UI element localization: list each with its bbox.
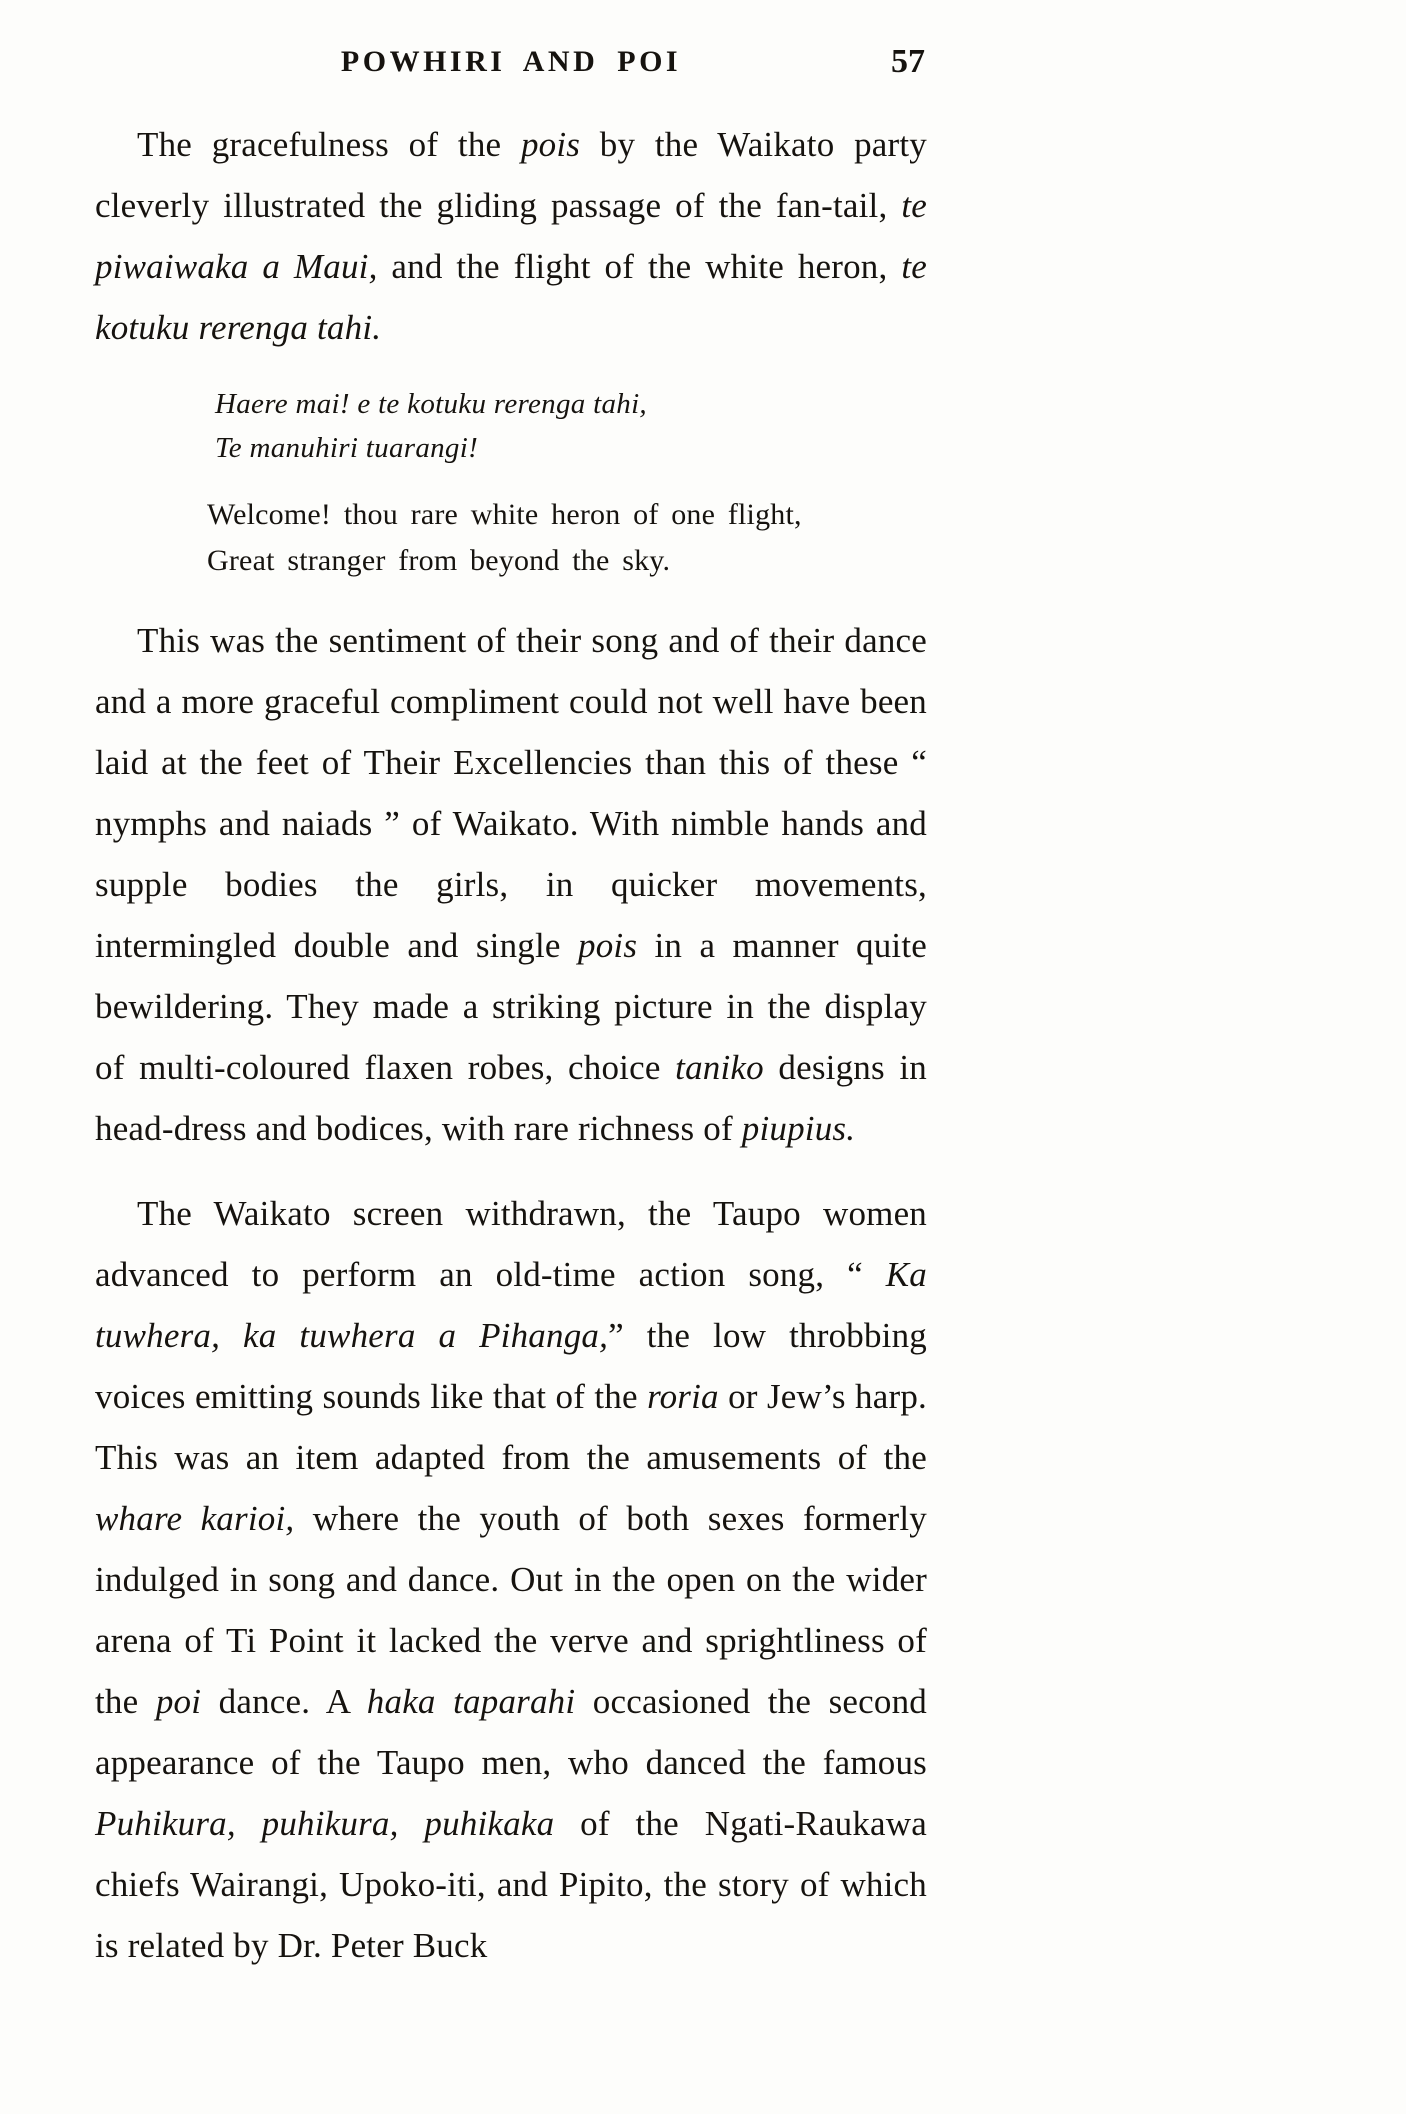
text-column [95,40,927,2000]
page-number: 57 [891,43,925,80]
verse-line-1: Haere mai! e te kotuku rerenga tahi, [215,388,647,420]
paragraph-1: The gracefulness of the pois by the Waikato party cleverly illustrated the gliding passage of the fan-tail, te piwaiwaka a Maui, and the flight of the white heron, te kotuku rerenga tahi. [95,125,928,347]
paragraph-3: The Waikato screen withdrawn, the Taupo women advanced to perform an old-time action song, “ Ka tuwhera, ka tuwhera a Pihanga,” the low throbbing voices emitting sounds like that of the roria or Jew’s harp. This was an item adapted from the amusements of the whare karioi, where the youth of both sexes formerly indulged in song and dance. Out in the open on the wider arena of Ti Point it lacked the verve and sprightliness of the poi dance. A haka taparahi occasioned the second appearance of the Taupo men, who danced the famous Puhikura, puhikura, puhikaka of the Ngati-Raukawa chiefs Wairangi, Upoko-iti, and Pipito, the story of which is related by Dr. Peter Buck [95,1194,927,1965]
page-header [95,40,927,84]
verse-translation [207,492,927,584]
translation-line-2: Great stranger from beyond the sky. [207,544,671,577]
paragraph-2: This was the sentiment of their song and of their dance and a more graceful compliment could not well have been laid at the feet of Their Excellencies than this of these “ nymphs and naiads ” of Waikato. With nimble hands and supple bodies the girls, in quicker movements, intermingled double and single pois in a manner quite bewildering. They made a striking picture in the display of multi-coloured flaxen robes, choice taniko designs in head-dress and bodices, with rare richness of piupius. [95,621,927,1148]
maori-verse [215,382,927,470]
translation-line-1: Welcome! thou rare white heron of one flight, [207,498,802,531]
verse-line-2: Te manuhiri tuarangi! [215,432,479,464]
running-title: POWHIRI AND POI [340,45,682,78]
